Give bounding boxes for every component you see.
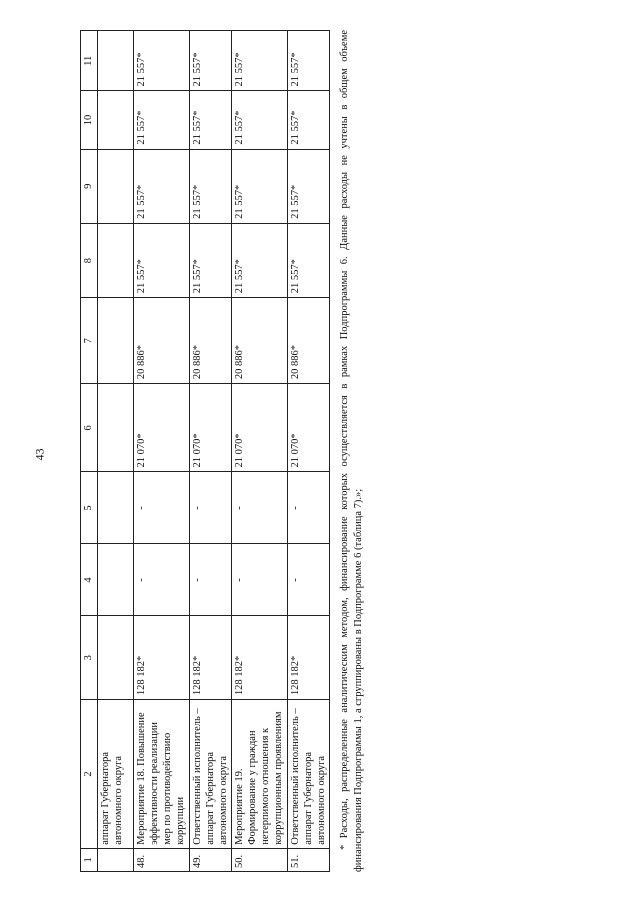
cell-col4: -	[189, 544, 231, 616]
cell-col10: 21 557*	[287, 91, 329, 149]
cell-col9	[98, 149, 134, 223]
cell-col5: -	[134, 472, 190, 544]
cell-col10: 21 557*	[189, 91, 231, 149]
cell-col8: 21 557*	[287, 223, 329, 297]
cell-col7: 20 886*	[231, 298, 287, 384]
cell-col11: 21 557*	[231, 31, 287, 91]
cell-col8: 21 557*	[189, 223, 231, 297]
column-header: 10	[81, 91, 98, 149]
row-number	[98, 848, 134, 871]
row-number: 50.	[231, 848, 287, 871]
cell-col11: 21 557*	[287, 31, 329, 91]
cell-col4: -	[231, 544, 287, 616]
cell-total	[98, 616, 134, 700]
cell-col10	[98, 91, 134, 149]
cell-col6	[98, 384, 134, 472]
cell-col8: 21 557*	[134, 223, 190, 297]
cell-col8	[98, 223, 134, 297]
column-header: 1	[81, 848, 98, 871]
cell-col10: 21 557*	[231, 91, 287, 149]
row-name: Ответственный исполнитель – аппарат Губернатора автономного округа	[189, 700, 231, 849]
cell-col4: -	[287, 544, 329, 616]
cell-total: 128 182*	[134, 616, 190, 700]
budget-table	[80, 30, 330, 872]
cell-col5: -	[189, 472, 231, 544]
column-header: 3	[81, 616, 98, 700]
cell-col6: 21 070*	[231, 384, 287, 472]
cell-col5	[98, 472, 134, 544]
column-header: 4	[81, 544, 98, 616]
cell-col6: 21 070*	[287, 384, 329, 472]
cell-col11: 21 557*	[189, 31, 231, 91]
cell-col7: 20 886*	[287, 298, 329, 384]
cell-col10: 21 557*	[134, 91, 190, 149]
cell-col7: 20 886*	[134, 298, 190, 384]
table-row	[231, 31, 287, 872]
column-header: 7	[81, 298, 98, 384]
column-header: 8	[81, 223, 98, 297]
table-row	[98, 31, 134, 872]
column-header: 6	[81, 384, 98, 472]
row-number: 48.	[134, 848, 190, 871]
cell-total: 128 182*	[189, 616, 231, 700]
column-header: 2	[81, 700, 98, 849]
cell-col9: 21 557*	[189, 149, 231, 223]
cell-col4: -	[134, 544, 190, 616]
cell-col6: 21 070*	[134, 384, 190, 472]
cell-col7: 20 886*	[189, 298, 231, 384]
column-header: 11	[81, 31, 98, 91]
cell-col4	[98, 544, 134, 616]
cell-col5: -	[231, 472, 287, 544]
column-header: 9	[81, 149, 98, 223]
cell-col7	[98, 298, 134, 384]
table-row	[287, 31, 329, 872]
row-name: Мероприятие 19. Формирование у граждан нетерпимого отношения к коррупционным проявлениям	[231, 700, 287, 849]
cell-col6: 21 070*	[189, 384, 231, 472]
table-header-row	[81, 31, 98, 872]
row-name: аппарат Губернатора автономного округа	[98, 700, 134, 849]
table-row	[134, 31, 190, 872]
cell-col9: 21 557*	[231, 149, 287, 223]
row-name: Мероприятие 18. Повышение эффективности реализации мер по противодействию коррупции	[134, 700, 190, 849]
row-number: 51.	[287, 848, 329, 871]
cell-col9: 21 557*	[287, 149, 329, 223]
column-header: 5	[81, 472, 98, 544]
footnote: * Расходы, распределенные аналитическим методом, финансирование которых осуществляется в рамках Подпрограммы 6. Данные расходы не учтены в общем объеме финансирования Подпрограммы 1, а сгруппированы в Подпрограмме 6 (таблица 7).»;	[339, 30, 364, 872]
row-number: 49.	[189, 848, 231, 871]
cell-col5: -	[287, 472, 329, 544]
rotated-page-content	[80, 30, 380, 872]
cell-col9: 21 557*	[134, 149, 190, 223]
row-name: Ответственный исполнитель – аппарат Губернатора автономного округа	[287, 700, 329, 849]
cell-col8: 21 557*	[231, 223, 287, 297]
cell-col11	[98, 31, 134, 91]
cell-total: 128 182*	[287, 616, 329, 700]
page-number: 43	[32, 448, 47, 461]
cell-col11: 21 557*	[134, 31, 190, 91]
cell-total: 128 182*	[231, 616, 287, 700]
table-row	[189, 31, 231, 872]
